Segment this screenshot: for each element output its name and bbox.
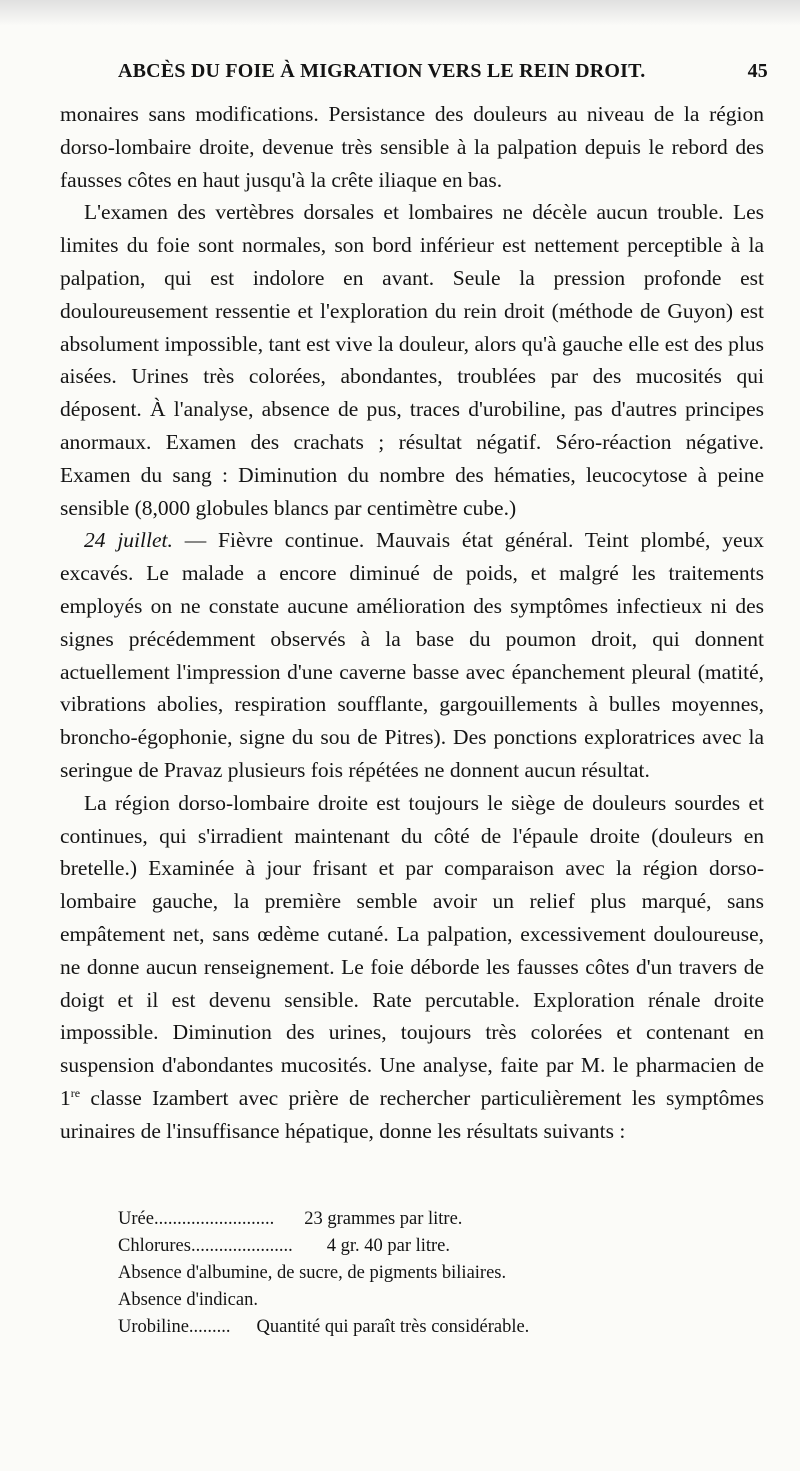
result-label: Absence d'indican. <box>118 1290 258 1310</box>
paragraph-3 <box>60 524 764 786</box>
paragraph-4-text-b: classe Izambert avec prière de rechercher particulièrement les symptômes urinaires de l'insuffisance hépatique, donne les résultats suivants : <box>60 1085 764 1143</box>
result-label: Absence d'albumine, de sucre, de pigments biliaires. <box>118 1263 507 1283</box>
leader-dots: .......................... <box>153 1209 275 1229</box>
result-label: Urobiline <box>118 1317 189 1337</box>
paragraph-4-text-a: La région dorso-lombaire droite est toujours le siège de douleurs sourdes et continues, qui s'irradient maintenant du côté de l'épaule droite (douleurs en bretelle.) Examinée à jour frisant et par comparaison avec la région dorso-lombaire gauche, la première semble avoir un relief plus marqué, sans empâtement net, sans œdème cutané. La palpation, excessivement douloureuse, ne donne aucun renseignement. Le foie déborde les fausses côtes d'un travers de doigt et il est devenu sensible. Rate percutable. Exploration rénale droite impossible. Diminution des urines, toujours très colorées et contenant en suspension d'abondantes mucosités. Une analyse, faite par M. le pharmacien de 1 <box>60 790 764 1110</box>
result-row <box>118 1314 718 1341</box>
result-value: Quantité qui paraît très considérable. <box>256 1317 530 1337</box>
running-header <box>118 60 768 83</box>
result-value: 23 grammes par litre. <box>304 1209 463 1229</box>
result-label: Urée <box>118 1209 154 1229</box>
result-value: 4 gr. 40 par litre. <box>326 1236 451 1256</box>
paragraph-3-text: — Fièvre continue. Mauvais état général. Teint plombé, yeux excavés. Le malade a encore diminué de poids, et malgré les traitements employés on ne constate aucune amélioration des symptômes infectieux ni des signes précédemment observés à la base du poumon droit, qui donnent actuellement l'impression d'une caverne basse avec épanchement pleural (matité, vibrations abolies, respiration soufflante, gargouillements à bulles moyennes, broncho-égophonie, signe du sou de Pitres). Des ponctions exploratrices avec la seringue de Pravaz plusieurs fois répétées ne donnent aucun résultat. <box>60 528 764 782</box>
body-text <box>60 98 764 1148</box>
leader-dots: ...................... <box>190 1236 293 1256</box>
leader-dots: ......... <box>188 1317 231 1337</box>
result-label: Chlorures <box>118 1236 191 1256</box>
paragraph-1: monaires sans modifications. Persistance des douleurs au niveau de la région dorso-lombaire droite, devenue très sensible à la palpation depuis le rebord des fausses côtes en haut jusqu'à la crête iliaque en bas. <box>60 102 764 192</box>
page-edge-shadow <box>0 0 800 26</box>
paragraph-4 <box>60 787 764 1148</box>
result-row <box>118 1233 718 1260</box>
analysis-results <box>118 1206 718 1341</box>
running-title: ABCÈS DU FOIE À MIGRATION VERS LE REIN DROIT. <box>118 60 646 82</box>
result-row <box>118 1206 718 1233</box>
ordinal-superscript: re <box>70 1085 81 1100</box>
result-row <box>118 1260 718 1287</box>
page-number: 45 <box>747 60 768 82</box>
paragraph-2: L'examen des vertèbres dorsales et lombaires ne décèle aucun trouble. Les limites du foie sont normales, son bord inférieur est nettement perceptible à la palpation, qui est indolore en avant. Seule la pression profonde est douloureusement ressentie et l'exploration du rein droit (méthode de Guyon) est absolument impossible, tant est vive la douleur, alors qu'à gauche elle est des plus aisées. Urines très colorées, abondantes, troublées par des mucosités qui déposent. À l'analyse, absence de pus, traces d'urobiline, pas d'autres principes anormaux. Examen des crachats ; résultat négatif. Séro-réaction négative. Examen du sang : Diminution du nombre des hématies, leucocytose à peine sensible (8,000 globules blancs par centimètre cube.) <box>60 200 764 520</box>
entry-date: 24 juillet. <box>84 528 173 553</box>
result-row <box>118 1287 718 1314</box>
